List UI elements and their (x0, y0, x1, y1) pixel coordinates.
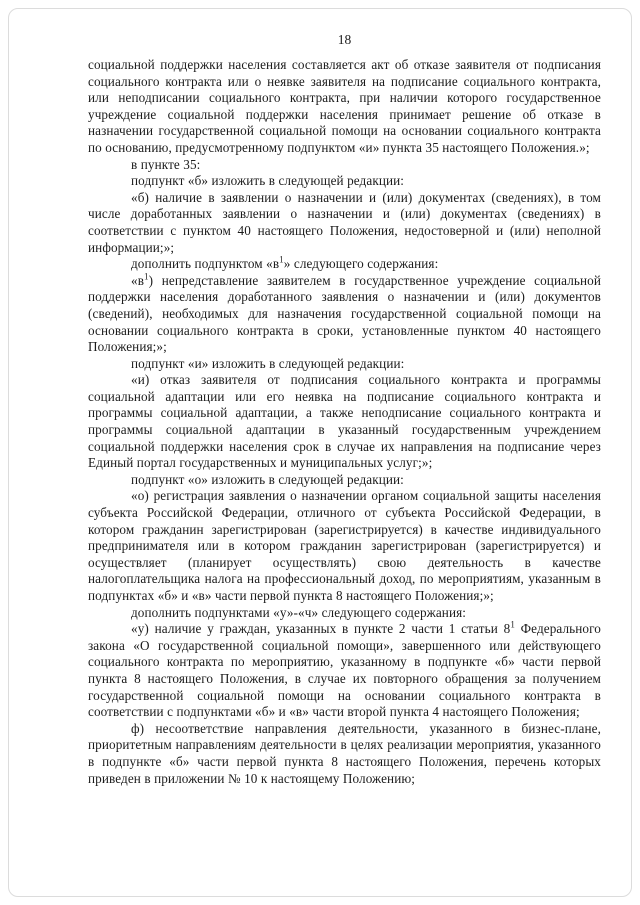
paragraph: социальной поддержки населения составляется акт об отказе заявителя от подписания социального контракта или о неявке заявителя на подписание социального контракта, или неподписании социального контракта, при наличии которого государственное учреждение социальной поддержки населения принимает решение об отказе в назначении государственной социальной помощи на основании социального контракта по основанию, предусмотренному подпунктом «и» пункта 35 настоящего Положения.»; (88, 57, 601, 155)
paragraph: «у) наличие у граждан, указанных в пункте 2 части 1 статьи $8^1$ Федерального закона «О государственной социальной помощи», завершенного или действующего социального контракта по мероприятию, указанному в подпункте «б» части первой пункта 8 настоящего Положения, в случае их повторного обращения за получением государственной социальной помощи на основании социального контракта в соответствии с подпунктами «б» и «в» части второй пункта 4 настоящего Положения; (88, 619, 601, 720)
paragraph: в пункте 35: (131, 156, 201, 172)
paragraph: дополнить подпунктом «$в^1$» следующего содержания: (131, 254, 439, 272)
paragraph: «и) отказ заявителя от подписания социального контракта и программы социальной адаптации или его неявка на подписание социального контракта и программы социальной адаптации, а также неподписание социального контракта и программы социальной адаптации в указанный государственным учреждением социальной поддержки населения срок в случае их направления на подписание через Единый портал государственных и муниципальных услуг;»; (88, 372, 601, 471)
superscript: 1 (144, 271, 149, 282)
paragraph: «$в^1$) непредставление заявителем в государственное учреждение социальной поддержки населения доработанного заявления о назначении и (или) документов (сведений), необходимых для назначения государственной социальной помощи на основании социального контракта в сроки, установленные пунктом 40 настоящего Положения;»; (88, 271, 601, 355)
superscript: 1 (279, 254, 284, 265)
paragraph: «б) наличие в заявлении о назначении и (или) документах (сведениях), в том числе доработанных заявлении о назначении и (или) документах (сведениях) в соответствии с пунктом 40 настоящего Положения, недостоверной и (или) неполной информации;»; (88, 189, 601, 255)
paragraph: «о) регистрация заявления о назначении органом социальной защиты населения субъекта Российской Федерации, отличного от субъекта Российской Федерации, в котором гражданин зарегистрирован (зарегистрируется) в качестве индивидуального предпринимателя или в котором гражданин зарегистрирован (зарегистрируется) и осуществляет (планирует осуществлять) свою деятельность в качестве налогоплательщика налога на профессиональный доход, по мероприятиям, указанным в подпунктах «б» и «в» части первой пункта 8 настоящего Положения;»; (88, 488, 601, 603)
paragraph: подпункт «о» изложить в следующей редакции: (131, 471, 404, 487)
paragraph: подпункт «и» изложить в следующей редакции: (131, 355, 405, 371)
superscript: 1 (510, 619, 515, 630)
paragraph: ф) несоответствие направления деятельности, указанного в бизнес-плане, приоритетным направлениям деятельности в целях реализации мероприятия, указанного в подпункте «б» части первой пункта 8 настоящего Положения, перечень которых приведен в приложении № 10 к настоящему Положению; (88, 720, 601, 786)
paragraph: подпункт «б» изложить в следующей редакции: (131, 173, 405, 189)
page-number: 18 (337, 32, 352, 47)
document-body (88, 57, 601, 787)
text-column (88, 32, 601, 787)
paragraph: дополнить подпунктами «у»-«ч» следующего содержания: (131, 604, 467, 620)
